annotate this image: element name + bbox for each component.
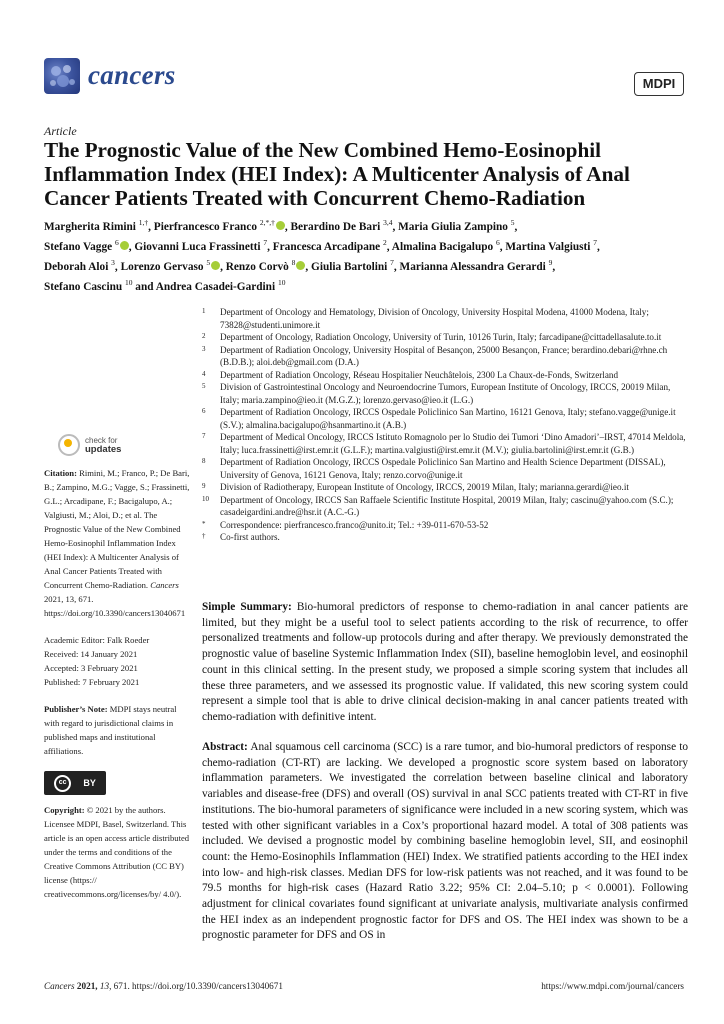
- author-affiliation-mark: 8: [291, 257, 296, 267]
- publisher-note-text: MDPI stays neutral with regard to jurisdictional claims in published maps and institutional affiliations.: [44, 704, 177, 756]
- affiliations: [202, 306, 688, 544]
- affiliation-mark: 8: [202, 457, 206, 465]
- orcid-icon[interactable]: [276, 221, 285, 230]
- footer-citation: [44, 981, 283, 991]
- affiliation-mark: †: [202, 532, 206, 540]
- affiliation-mark: 6: [202, 407, 206, 415]
- affiliation-text: Department of Oncology, IRCCS San Raffaele Scientific Institute Hospital, 20019 Milan, Italy; cascinu@yahoo.com (S.C.); casadeigardini.andre@hsr.it (A.C.-G.): [220, 494, 674, 517]
- footer-volume: 13,: [99, 981, 112, 991]
- citation-label: Citation:: [44, 468, 77, 478]
- affiliation-item: [202, 481, 688, 494]
- affiliation-item: [202, 406, 688, 431]
- author-affiliation-mark: 6: [495, 237, 500, 247]
- author-separator: ,: [220, 260, 226, 273]
- cc-by-license-badge[interactable]: [44, 771, 106, 795]
- affiliation-item: [202, 531, 688, 544]
- check-updates-icon: [58, 434, 80, 456]
- author-name: Giulia Bartolini: [311, 260, 388, 273]
- affiliation-text: Department of Radiation Oncology, University Hospital of Besançon, 25000 Besançon, France; berardino.debari@rhne.ch (B.D.B.); aloi.deb@gmail.com (D.A.): [220, 344, 668, 367]
- author-affiliation-mark: 7: [390, 257, 394, 267]
- journal-logo-icon: [44, 58, 80, 94]
- copyright-text: © 2021 by the authors. Licensee MDPI, Basel, Switzerland. This article is an open access article distributed under the terms and conditions of the Creative Commons Attribution (CC BY) license (https:// creativecommons.org/licenses/by/ 4.0/).: [44, 805, 190, 899]
- footer-journal: Cancers: [44, 981, 75, 991]
- academic-editor: Academic Editor: Falk Roeder: [44, 635, 150, 645]
- check-updates-line1: check for: [85, 436, 118, 445]
- author-name: Pierfrancesco Franco: [153, 220, 257, 233]
- affiliation-item: [202, 494, 688, 519]
- author-separator: ,: [514, 220, 518, 233]
- affiliation-mark: *: [202, 519, 206, 528]
- affiliation-mark: 1: [202, 307, 206, 315]
- citation-journal: Cancers: [150, 580, 179, 590]
- check-for-updates-button[interactable]: [58, 430, 190, 460]
- author-separator: ,: [393, 260, 400, 273]
- author-affiliation-mark: 2: [383, 237, 387, 247]
- simple-summary-text: Bio-humoral predictors of response to chemo-radiation in anal cancer patients are limited, but they might be a useful tool to select patients according to the risk of recurrence, to offer personalized treatments and follow-up protocols during and after therapy. We previously demonstrated the prognostic value of baseline Systemic Inflammation Index (SII), baseline hemoglobin level, and eosinophil count in this clinical setting. In the present study, we proposed a simple scoring system that includes all these three parameters, and we assessed its prognostic value. If validated, this new scoring system could represent a simple tool that is able to drive clinical decision-making in anal cancer patients treated with chemo-radiation with definitive intent.: [202, 601, 688, 723]
- mdpi-logo: MDPI: [634, 72, 684, 96]
- author-name: Francesca Arcadipane: [272, 240, 381, 253]
- copyright-label: Copyright:: [44, 805, 85, 815]
- affiliation-text: Correspondence: pierfrancesco.franco@unito.it; Tel.: +39-011-670-53-52: [220, 519, 489, 530]
- citation-doi[interactable]: 671. https://doi.org/10.3390/cancers13040671: [44, 594, 186, 618]
- author-name: Renzo Corvò: [225, 260, 289, 273]
- affiliation-item: [202, 344, 688, 369]
- author-name: Andrea Casadei-Gardini: [155, 280, 276, 293]
- footer-year: 2021,: [76, 981, 98, 991]
- abstract-label: Abstract:: [202, 741, 248, 753]
- journal-name: cancers: [88, 60, 176, 90]
- article-title: The Prognostic Value of the New Combined Hemo-Eosinophil Inflammation Index (HEI Index): A Multicenter Analysis of Anal Cancer Patients Treated with Concurrent Chemo-Radiation: [44, 138, 630, 210]
- footer-doi[interactable]: 671. https://doi.org/10.3390/cancers13040671: [113, 981, 283, 991]
- author-separator: ,: [128, 240, 135, 253]
- affiliation-text: Department of Radiation Oncology, IRCCS Ospedale Policlinico San Martino, 16121 Genova, Italy; stefano.vagge@unige.it (S.V.); almalina.bacigalupo@hsanmartino.it (A.B.): [220, 407, 676, 430]
- affiliation-item: [202, 519, 688, 532]
- author-name: Lorenzo Gervaso: [120, 260, 204, 273]
- author-affiliation-mark: 2,*,†: [259, 218, 275, 227]
- author-name: Giovanni Luca Frassinetti: [134, 240, 261, 253]
- author-affiliation-mark: 7: [263, 237, 268, 247]
- author-affiliation-mark: 5: [206, 257, 211, 267]
- affiliation-item: [202, 369, 688, 382]
- publisher-note: [44, 702, 190, 758]
- sidebar: [44, 430, 190, 914]
- affiliation-mark: 3: [202, 344, 206, 353]
- author-affiliation-mark: 6: [114, 237, 119, 247]
- dates-block: [44, 633, 190, 689]
- author-name: Deborah Aloi: [44, 260, 109, 273]
- affiliation-mark: 7: [202, 432, 206, 440]
- author-affiliation-mark: 3: [111, 257, 115, 267]
- affiliation-mark: 2: [202, 332, 206, 340]
- simple-summary: [202, 600, 688, 726]
- author-name: Stefano Vagge: [44, 240, 113, 253]
- affiliation-mark: 9: [202, 482, 206, 490]
- author-name: Berardino De Bari: [290, 220, 381, 233]
- affiliation-mark: 10: [202, 494, 209, 503]
- affiliation-text: Co-first authors.: [220, 532, 280, 542]
- citation-year-volume: 2021, 13,: [44, 594, 77, 604]
- affiliation-item: [202, 331, 688, 344]
- affiliation-text: Department of Radiation Oncology, Réseau Hospitalier Neuchâtelois, 2300 La Chaux-de-Fonds, Switzerland: [220, 369, 619, 380]
- affiliation-text: Division of Gastrointestinal Oncology and Neuroendocrine Tumors, European Institute of Oncology, IRCCS, 20019 Milan, Italy; maria.zampino@ieo.it (M.G.Z.); lorenzo.gervaso@ieo.it (L.G.): [220, 382, 671, 405]
- author-affiliation-mark: 7: [593, 237, 598, 247]
- abstract: [202, 740, 688, 944]
- author-name: Maria Giulia Zampino: [398, 220, 508, 233]
- affiliation-text: Department of Oncology, Radiation Oncology, University of Turin, 10126 Turin, Italy; farcadipane@cittadellasalute.to.it: [220, 332, 662, 342]
- author-affiliation-mark: 9: [548, 257, 553, 267]
- author-separator: ,: [284, 220, 291, 233]
- simple-summary-label: Simple Summary:: [202, 601, 292, 613]
- affiliation-text: Department of Medical Oncology, IRCCS Istituto Romagnolo per lo Studio dei Tumori ‘Dino Amadori’–IRST, 47014 Meldola, Italy; luca.frassinetti@irst.emr.it (G.L.F.); martina.valgiusti@irst.emr.it (M.V.); giulia.bartolini@irst.emr.it (G.B.): [220, 432, 686, 455]
- author-name: Almalina Bacigalupo: [391, 240, 494, 253]
- author-affiliation-mark: 1,†: [138, 218, 149, 227]
- affiliation-item: [202, 456, 688, 481]
- author-separator: ,: [148, 220, 154, 233]
- affiliation-mark: 5: [202, 382, 206, 390]
- author-name: Marianna Alessandra Gerardi: [399, 260, 546, 273]
- affiliation-item: [202, 381, 688, 406]
- author-separator: and: [132, 280, 156, 293]
- affiliation-text: Division of Radiotherapy, European Institute of Oncology, IRCCS, 20019 Milan, Italy; marianna.gerardi@ieo.it: [220, 482, 629, 492]
- abstract-text: Anal squamous cell carcinoma (SCC) is a rare tumor, and bio-humoral predictors of response to chemo-radiation (CT-RT) are lacking. We developed a prognostic score system based on laboratory inflammation parameters. We investigated the correlation between baseline clinical and laboratory variables and disease-free (DFS) and overall (OS) survival in anal SCC patients treated with CT-RT in five institutions. The bio-humoral parameters of significance were included in a new scoring system, which was tested with other significant variables in a Cox’s proportional hazard model. A total of 308 patients was included. We devised a prognostic model by combining baseline hemoglobin level, SII, and eosinophil count: the Hemo-Eosinophils Inflammation (HEI) Index. We stratified patients according to the HEI index into low- and high-risk classes. Median DFS for low-risk patients was not reached, and it was found to be 79.5 months for high-risk cases (Hazard Ratio 3.22; 95% CI: 2.04–5.10; p < 0.0001). Following adjustment for clinical covariates found significant at univariate analysis, multivariate analysis confirmed the HEI index as an independent prognostic factor for DFS and OS. The HEI index was shown to be a prognostic parameter for DFS and OS in: [202, 741, 689, 942]
- affiliation-item: [202, 431, 688, 456]
- citation-block: [44, 466, 190, 620]
- affiliation-text: Department of Radiation Oncology, IRCCS Ospedale Policlinico San Martino and Health Science Department (DISSAL), University of Genova, 16121 Genova, Italy; renzo.corvo@unige.it: [220, 457, 666, 480]
- affiliation-mark: 4: [202, 369, 206, 378]
- author-affiliation-mark: 10: [277, 277, 286, 287]
- citation-text: Rimini, M.; Franco, P.; De Bari, B.; Zampino, M.G.; Vagge, S.; Frassinetti, G.L.; Arcadipane, F.; Bacigalupo, A.; Valgiusti, M.; Aloi, D.; et al. The Prognostic Value of the New Combined Hemo-Eosinophil Inflammation Index (HEI Index): A Multicenter Analysis of Anal Cancer Patients Treated with Concurrent Chemo-Radiation.: [44, 468, 190, 590]
- author-separator: ,: [386, 240, 392, 253]
- orcid-icon[interactable]: [120, 241, 129, 250]
- author-name: Margherita Rimini: [44, 220, 136, 233]
- by-label: BY: [83, 778, 96, 788]
- author-name: Stefano Cascinu: [44, 280, 123, 293]
- cc-icon: cc: [54, 775, 71, 792]
- copyright-block: [44, 803, 190, 901]
- page-header: [44, 58, 684, 98]
- author-list: [44, 215, 694, 295]
- affiliation-item: [202, 306, 688, 331]
- author-name: Martina Valgiusti: [505, 240, 591, 253]
- published-date: Published: 7 February 2021: [44, 677, 140, 687]
- author-affiliation-mark: 3,4: [383, 218, 393, 227]
- affiliation-text: Department of Oncology and Hematology, Division of Oncology, University Hospital Modena, 41000 Modena, Italy; 73828@studenti.unimore.it: [220, 307, 649, 330]
- author-separator: ,: [114, 260, 121, 273]
- author-separator: ,: [499, 240, 506, 253]
- publisher-note-label: Publisher’s Note:: [44, 704, 108, 714]
- received-date: Received: 14 January 2021: [44, 649, 138, 659]
- author-separator: ,: [552, 260, 556, 273]
- author-separator: ,: [267, 240, 273, 253]
- author-separator: ,: [392, 220, 399, 233]
- author-affiliation-mark: 5: [510, 218, 515, 227]
- author-affiliation-mark: 10: [124, 277, 133, 287]
- orcid-icon[interactable]: [211, 261, 220, 270]
- check-updates-line2: updates: [85, 444, 122, 455]
- author-separator: ,: [305, 260, 312, 273]
- article-type: Article: [44, 124, 77, 138]
- author-separator: ,: [597, 240, 600, 253]
- accepted-date: Accepted: 3 February 2021: [44, 663, 138, 673]
- footer-journal-url[interactable]: https://www.mdpi.com/journal/cancers: [541, 981, 684, 991]
